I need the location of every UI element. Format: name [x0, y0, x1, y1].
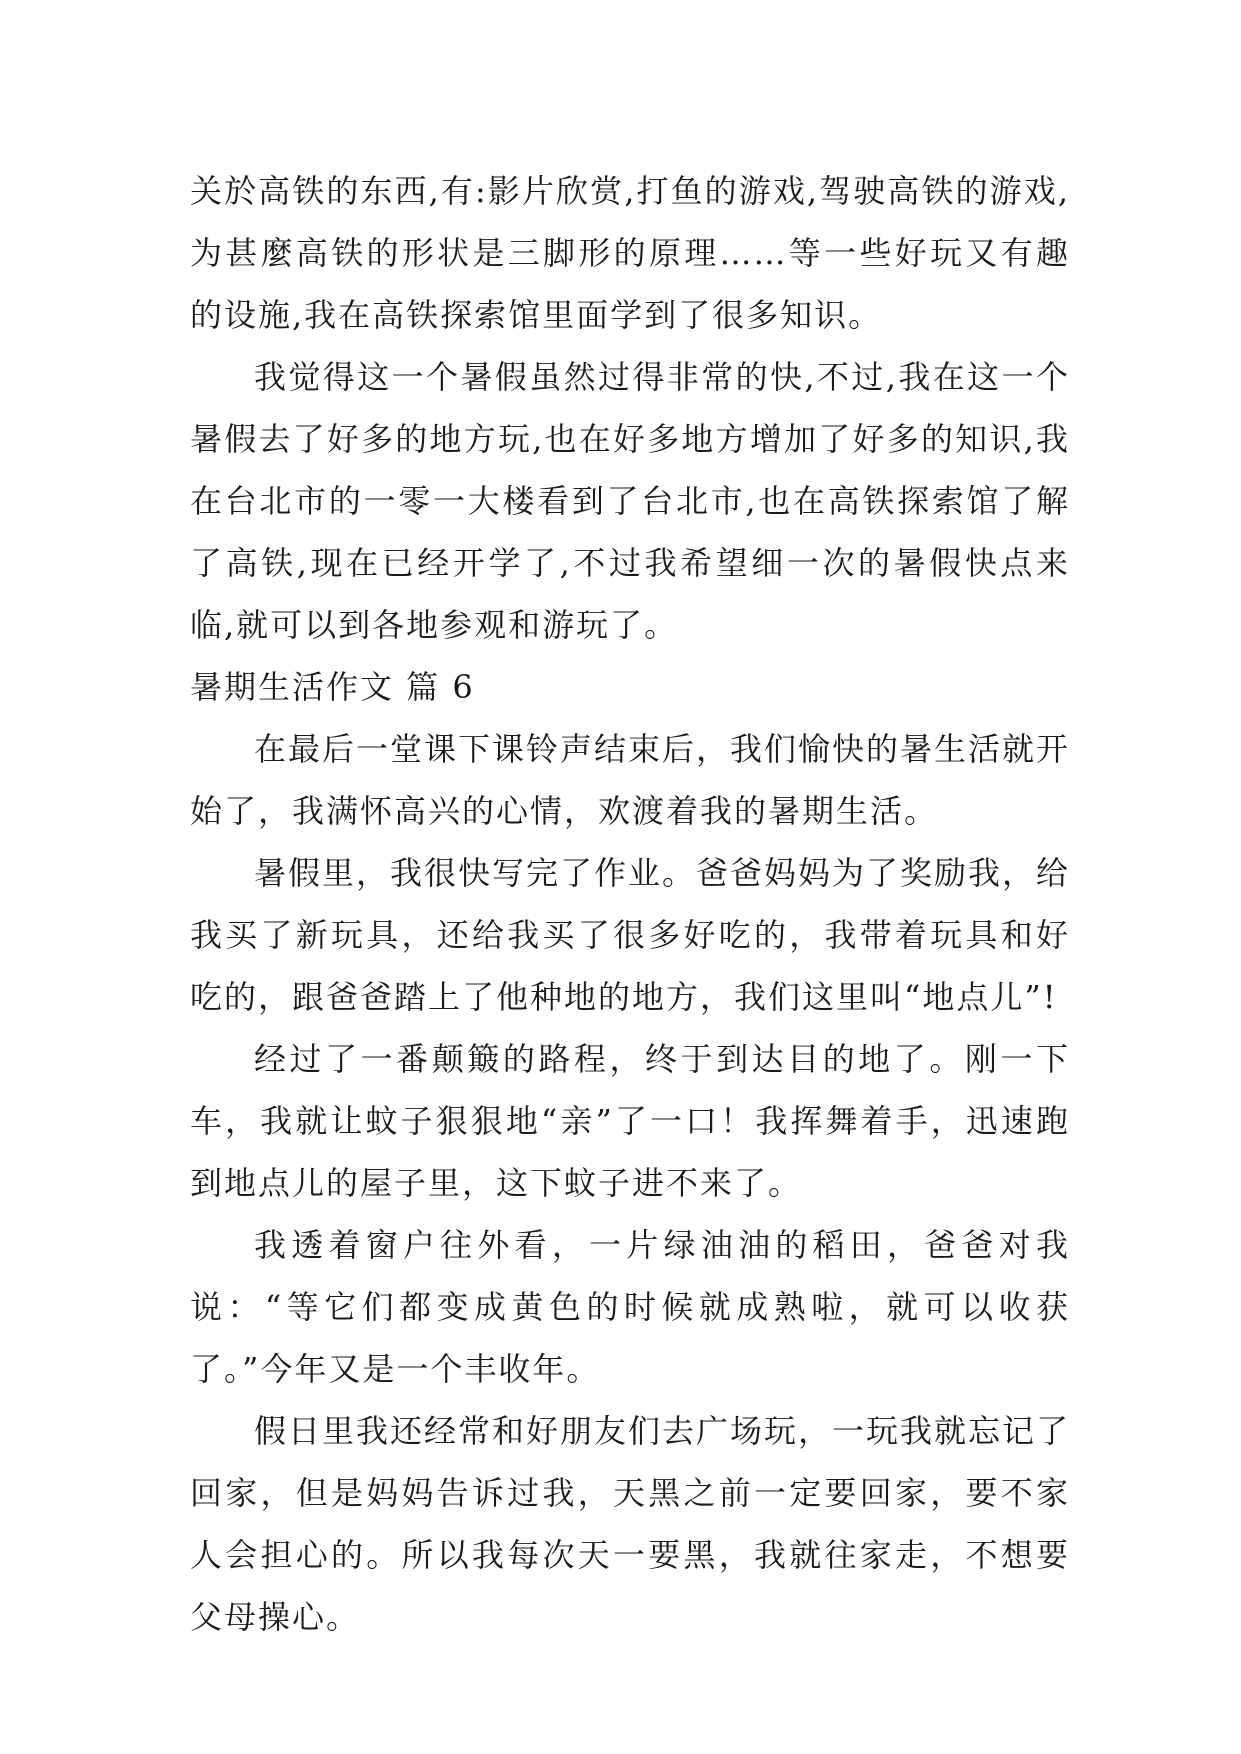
paragraph-3: 在最后一堂课下课铃声结束后，我们愉快的暑生活就开始了，我满怀高兴的心情，欢渡着我的暑期生活。 [190, 730, 1071, 830]
paragraph-6: 我透着窗户往外看，一片绿油油的稻田，爸爸对我说：“等它们都变成黄色的时候就成熟啦，就可以收获了。”今年又是一个丰收年。 [190, 1226, 1070, 1388]
paragraph-4: 暑假里，我很快写完了作业。爸爸妈妈为了奖励我，给我买了新玩具，还给我买了很多好吃的，我带着玩具和好吃的，跟爸爸踏上了他种地的地方，我们这里叫“地点儿”! [190, 854, 1071, 1016]
paragraph-7: 假日里我还经常和好朋友们去广场玩，一玩我就忘记了回家，但是妈妈告诉过我，天黑之前一定要回家，要不家人会担心的。所以我每次天一要黑，我就往家走，不想要父母操心。 [190, 1412, 1071, 1636]
paragraph-1: 关於高铁的东西,有:影片欣赏,打鱼的游戏,驾驶高铁的游戏,为甚麼高铁的形状是三脚形的原理……等一些好玩又有趣的设施,我在高铁探索馆里面学到了很多知识。 [190, 172, 1070, 334]
paragraph-5: 经过了一番颠簸的路程，终于到达目的地了。刚一下车，我就让蚊子狠狠地“亲”了一口！我挥舞着手，迅速跑到地点儿的屋子里，这下蚊子进不来了。 [190, 1040, 1070, 1202]
paragraph-2: 我觉得这一个暑假虽然过得非常的快,不过,我在这一个暑假去了好多的地方玩,也在好多地方增加了好多的知识,我在台北市的一零一大楼看到了台北市,也在高铁探索馆了解了高铁,现在已经开学了,不过我希望细一次的暑假快点来临,就可以到各地参观和游玩了。 [190, 358, 1070, 644]
section-heading: 暑期生活作文 篇 6 [190, 668, 475, 706]
document-body [190, 160, 1070, 1648]
